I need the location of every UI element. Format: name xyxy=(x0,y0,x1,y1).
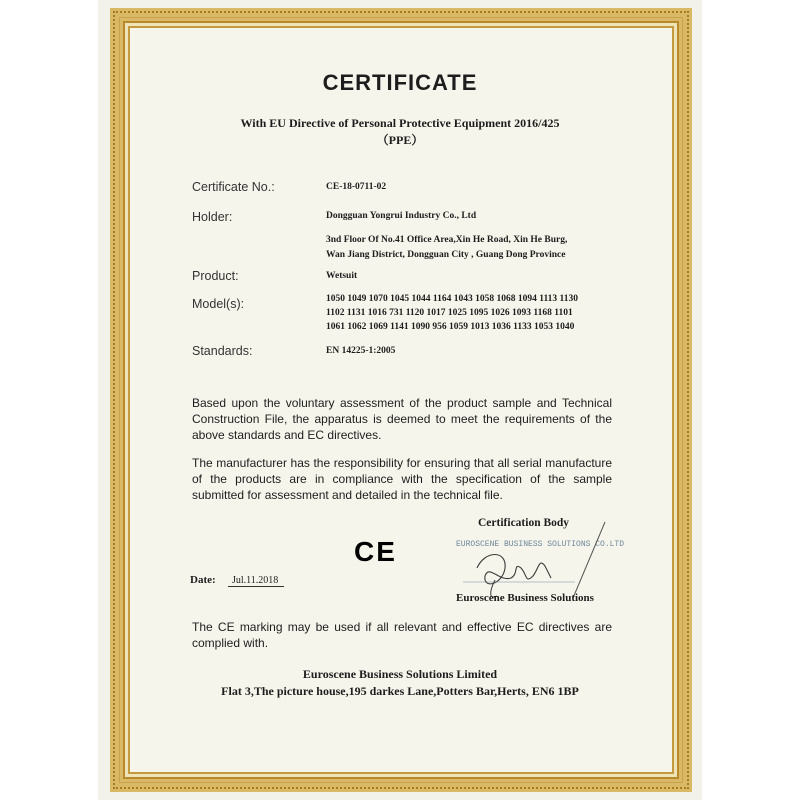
paragraph-line: above standards and EC directives. xyxy=(192,428,382,442)
paragraph-line: Construction File, the apparatus is deemed to meet the requirements of the xyxy=(192,412,612,426)
paragraph-line: Based upon the voluntary assessment of the product sample and Technical xyxy=(192,396,612,410)
paragraph-line: of the products are in compliance with the specification of the sample xyxy=(192,472,612,486)
paragraph-line: complied with. xyxy=(192,636,269,650)
certificate-title: CERTIFICATE xyxy=(322,70,478,95)
product-value: Wetsuit xyxy=(326,271,358,281)
models-label: Model(s): xyxy=(192,297,245,311)
responsibility-paragraph xyxy=(192,455,612,503)
holder-address-line-2: Wan Jiang District, Dongguan City , Guang Dong Province xyxy=(326,250,566,260)
certificate-no-label: Certificate No.: xyxy=(192,180,275,194)
standards-value: EN 14225-1:2005 xyxy=(326,346,396,356)
footer-company: Euroscene Business Solutions Limited xyxy=(302,667,498,681)
stamp-text: EUROSCENE BUSINESS SOLUTIONS CO.LTD xyxy=(456,540,625,549)
ce-mark: CE xyxy=(354,536,397,567)
directive-ppe: （PPE） xyxy=(376,133,424,147)
holder-label: Holder: xyxy=(192,210,233,224)
holder-name: Dongguan Yongrui Industry Co., Ltd xyxy=(326,211,477,221)
footer-address: Flat 3,The picture house,195 darkes Lane,Potters Bar,Herts, EN6 1BP xyxy=(221,684,579,698)
models-line-2: 1102 1131 1016 731 1120 1017 1025 1095 1026 1093 1168 1101 xyxy=(326,308,573,318)
date-value: Jul.11.2018 xyxy=(228,575,284,587)
paragraph-line: The manufacturer has the responsibility for ensuring that all serial manufacture xyxy=(192,456,612,470)
models-line-1: 1050 1049 1070 1045 1044 1164 1043 1058 1068 1094 1113 1130 xyxy=(326,294,579,304)
date-label: Date: xyxy=(190,574,216,586)
models-line-3: 1061 1062 1069 1141 1090 956 1059 1013 1036 1133 1053 1040 xyxy=(326,322,575,332)
directive-line: With EU Directive of Personal Protective Equipment 2016/425 xyxy=(240,116,560,130)
paragraph-line: The CE marking may be used if all relevant and effective EC directives are xyxy=(192,620,612,634)
assessment-paragraph xyxy=(192,395,612,443)
certification-body-name: Euroscene Business Solutions xyxy=(456,592,594,604)
certification-body-label: Certification Body xyxy=(478,517,570,529)
standards-label: Standards: xyxy=(192,344,253,358)
paragraph-line: submitted for assessment and detailed in the technical file. xyxy=(192,488,503,502)
ce-marking-paragraph xyxy=(192,619,612,651)
holder-address-line-1: 3nd Floor Of No.41 Office Area,Xin He Road, Xin He Burg, xyxy=(326,235,568,245)
product-label: Product: xyxy=(192,269,239,283)
certificate-no-value: CE-18-0711-02 xyxy=(326,182,387,192)
